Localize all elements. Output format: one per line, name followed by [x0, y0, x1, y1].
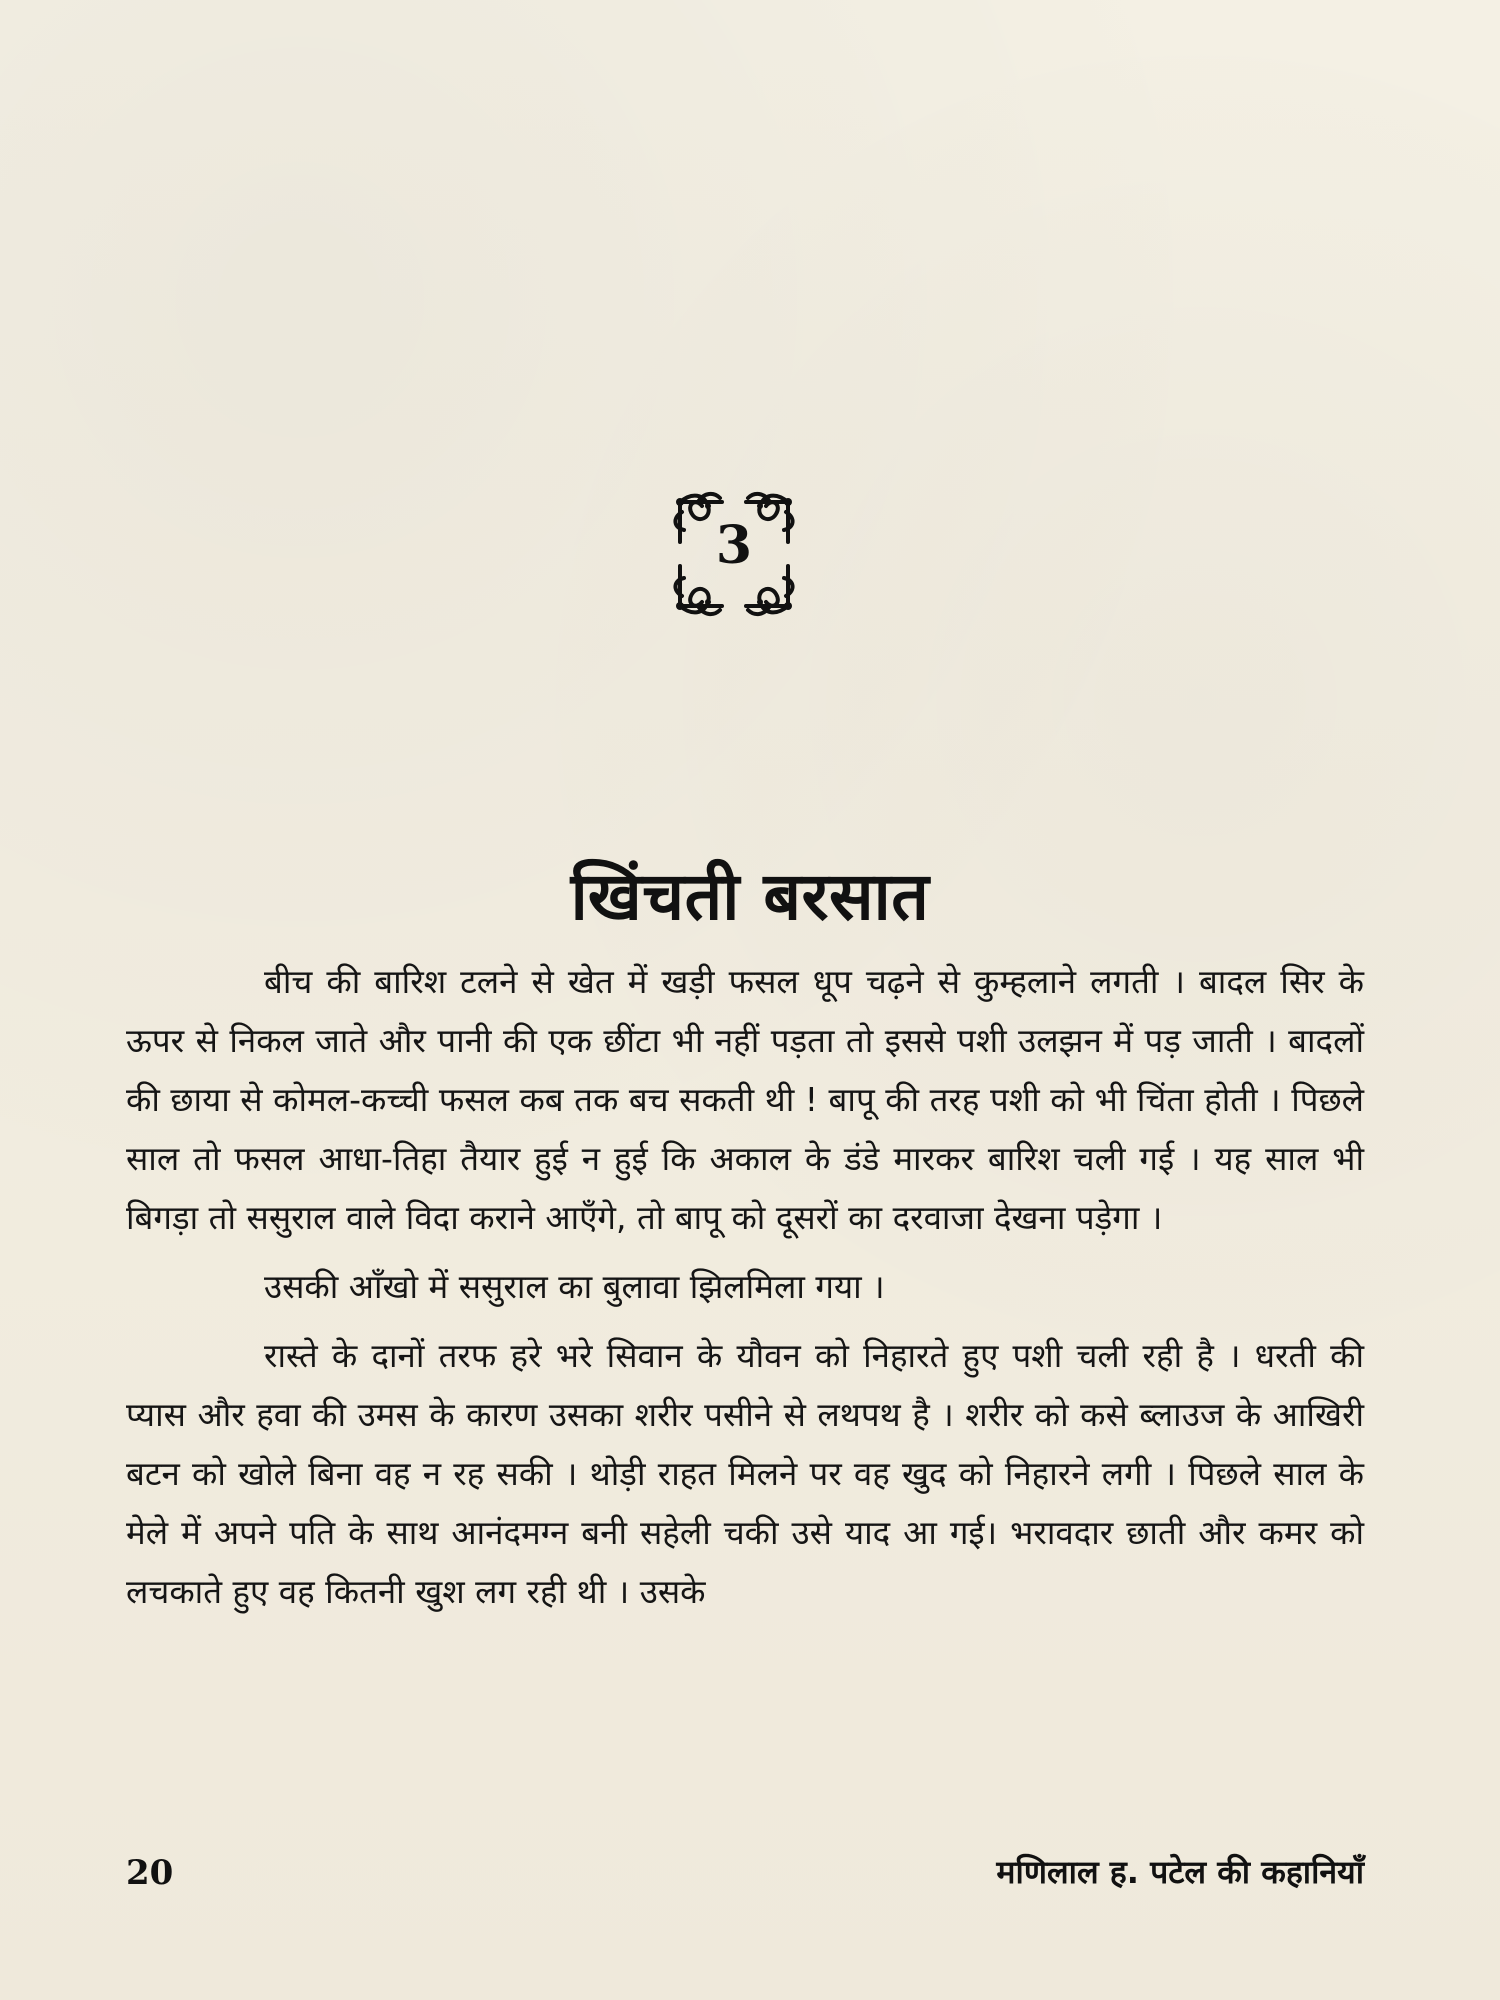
book-title: मणिलाल ह. पटेल की कहानियाँ [996, 1853, 1364, 1891]
story-paragraph: उसकी आँखो में ससुराल का बुलावा झिलमिला गया । [264, 1267, 885, 1306]
page-footer [126, 1853, 1364, 1904]
story-paragraph: बीच की बारिश टलने से खेत में खड़ी फसल धूप चढ़ने से कुम्हलाने लगती । बादल सिर के ऊपर से निकल जाते और पानी की एक छींटा भी नहीं पड़ता तो इससे पशी उलझन में पड़ जाती । बादलों की छाया से कोमल-कच्ची फसल कब तक बच सकती थी ! बापू की तरह पशी को भी चिंता होती । पिछले साल तो फसल आधा-तिहा तैयार हुई न हुई कि अकाल के डंडे मारकर बारिश चली गई । यह साल भी बिगड़ा तो ससुराल वाले विदा कराने आएँगे, तो बापू को दूसरों का दरवाजा देखना पड़ेगा । [126, 962, 1364, 1237]
chapter-number: 3 [715, 515, 753, 576]
story-title: खिंचती बरसात [570, 858, 930, 936]
page-number: 20 [126, 1853, 174, 1893]
story-body [126, 952, 1364, 1631]
chapter-ornament [664, 484, 804, 624]
story-paragraph: रास्ते के दानों तरफ हरे भरे सिवान के यौवन को निहारते हुए पशी चली रही है । धरती की प्यास और हवा की उमस के कारण उसका शरीर पसीने से लथपथ है । शरीर को कसे ब्लाउज के आखिरी बटन को खोले बिना वह न रह सकी । थोड़ी राहत मिलने पर वह खुद को निहारने लगी । पिछले साल के मेले में अपने पति के साथ आनंदमग्न बनी सहेली चकी उसे याद आ गई। भरावदार छाती और कमर को लचकाते हुए वह कितनी खुश लग रही थी । उसके [126, 1336, 1364, 1611]
